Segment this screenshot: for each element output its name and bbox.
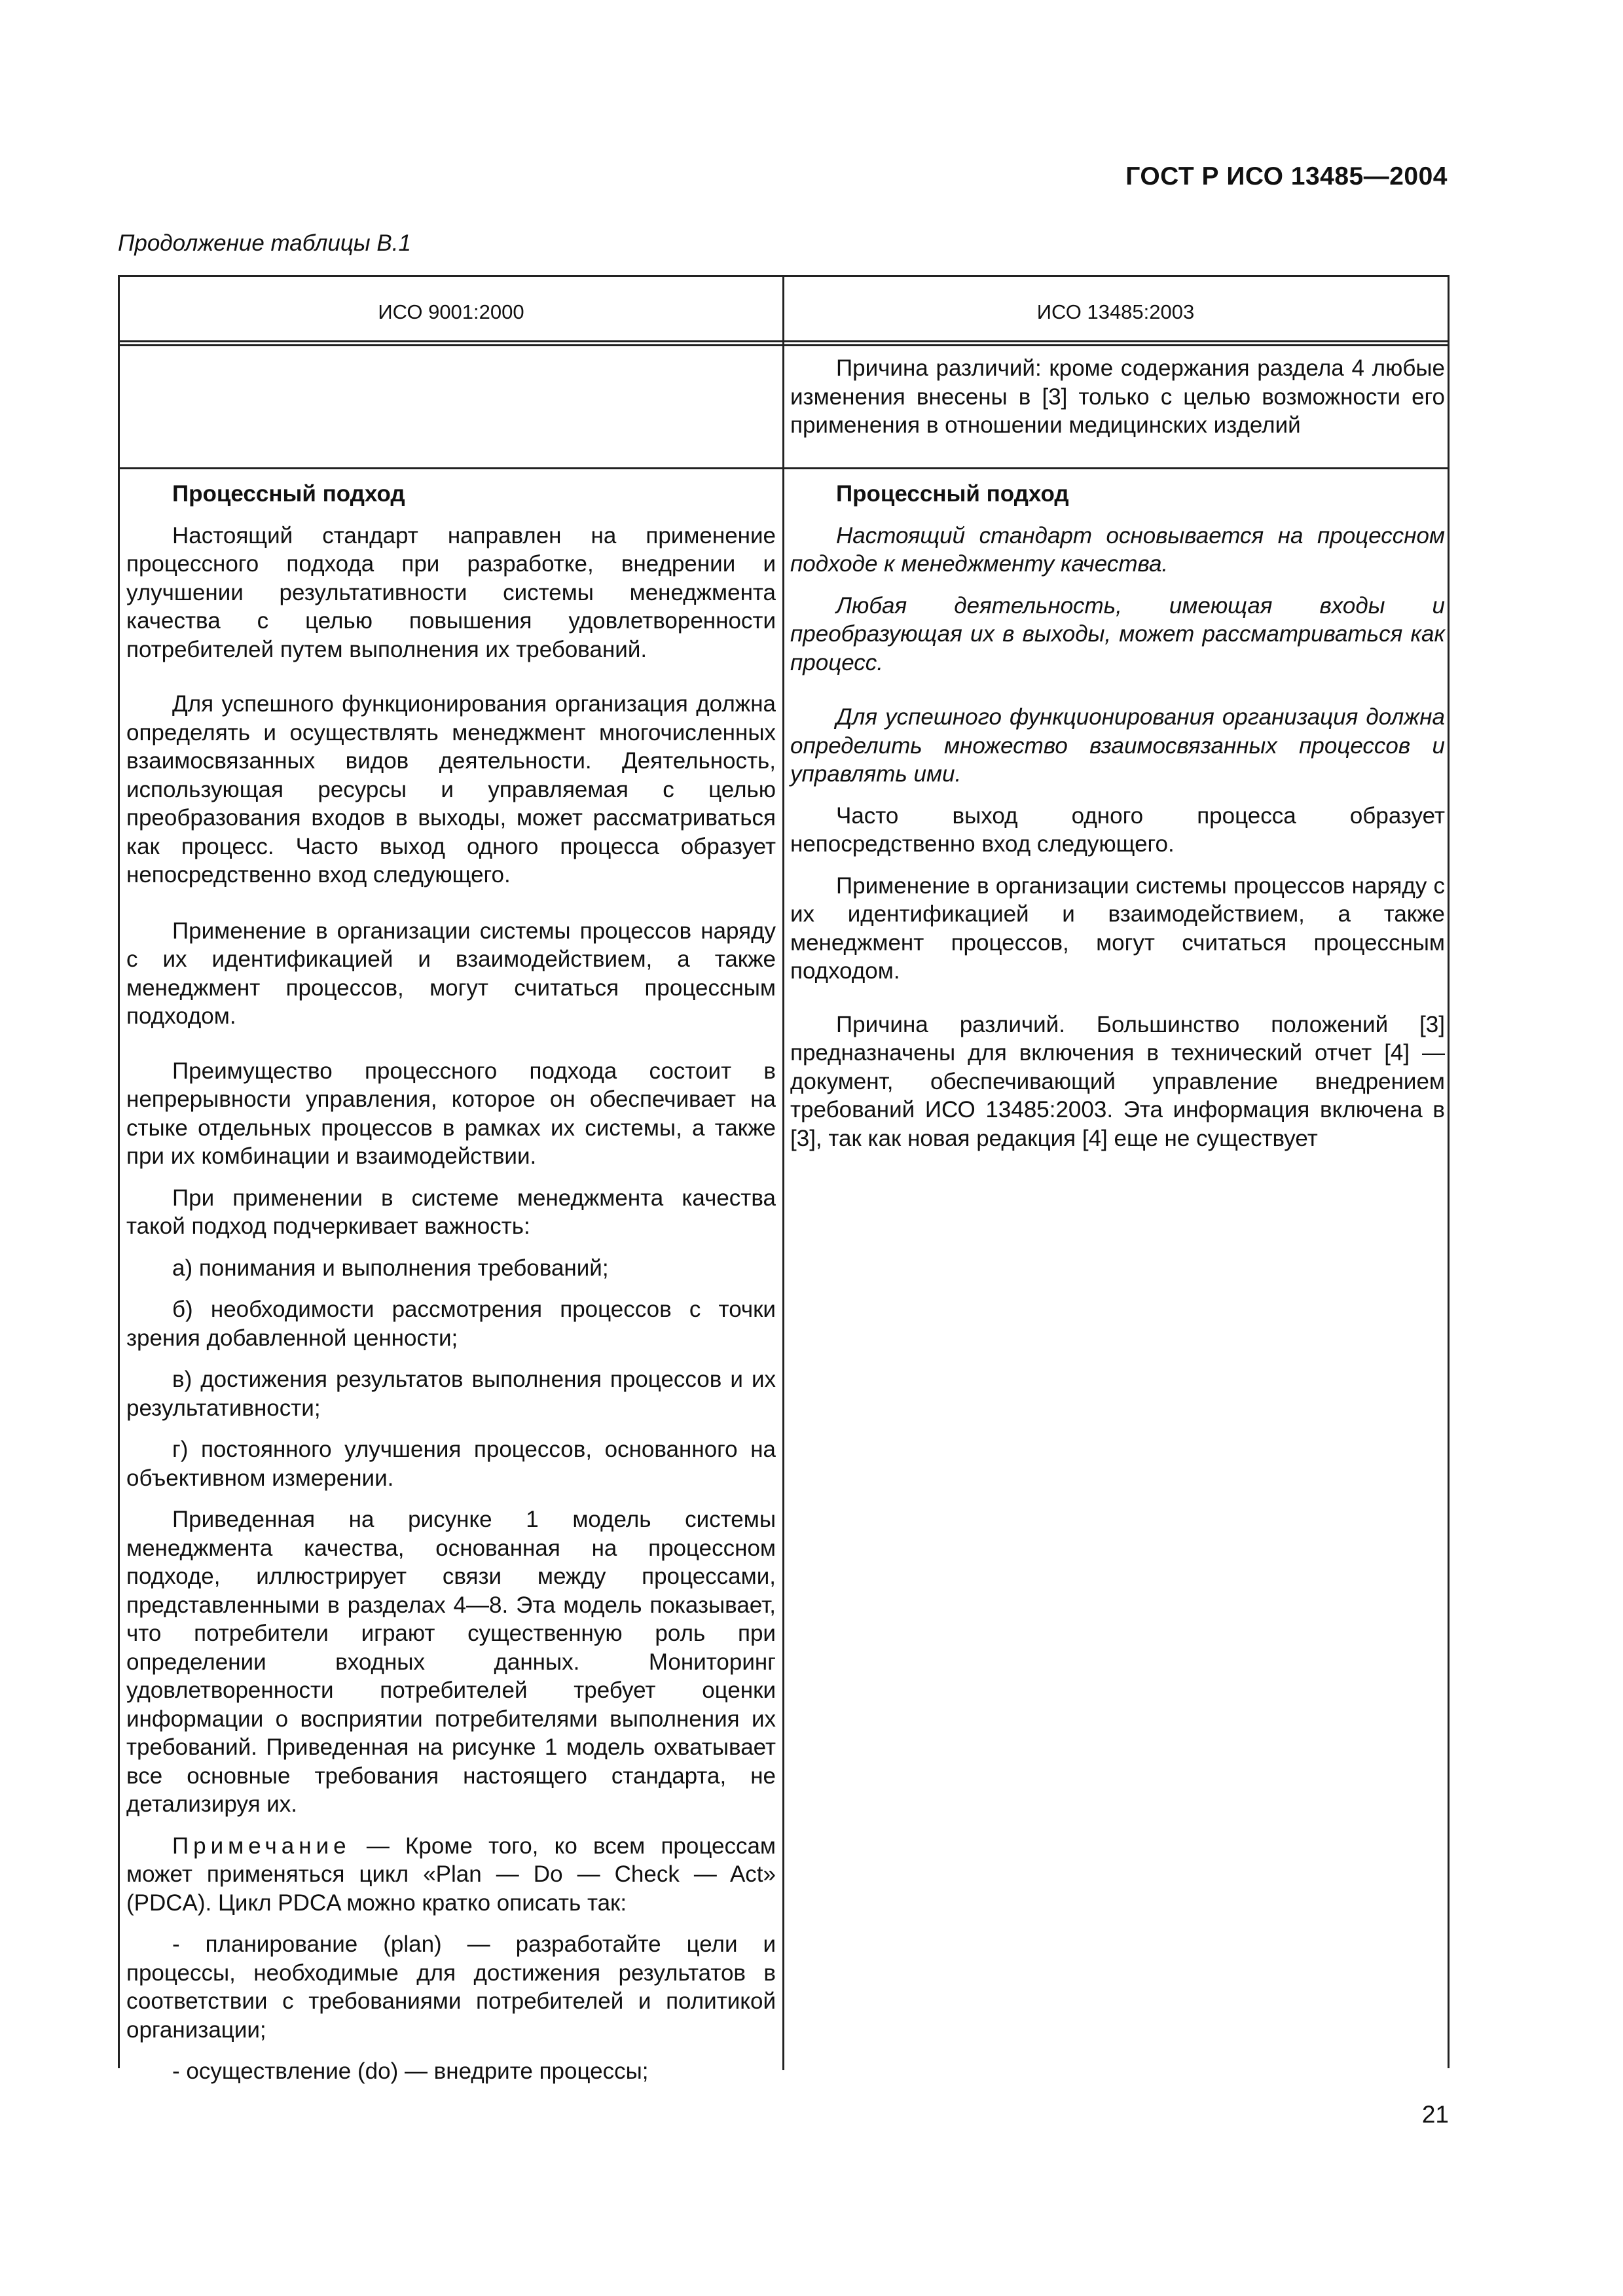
left-paragraph: Применение в организации системы процессов наряду с их идентификацией и взаимодействием, а также менеджмент процессов, могут считаться процессным подходом. [126,918,776,1029]
header-separator [120,340,1448,346]
list-item: б) необходимости рассмотрения процессов с точки зрения добавленной ценности; [126,1297,776,1351]
right-paragraph: Причина различий. Большинство положений [3] предназначены для включения в технический отчет [4] — документ, обеспечивающий управление внедрением требований ИСО 13485:2003. Эта информация включена в [3], так как новая редакция [4] еще не существует [790,1011,1445,1151]
left-paragraph: Для успешного функционирования организация должна определять и осуществлять менеджмент многочисленных взаимосвязанных видов деятельности. Деятельность, использующая ресурсы и управляемая с целью преобразования входов в выходы, может рассматриваться как процесс. Часто выход одного процесса образует непосредственно вход следующего. [126,691,776,888]
column-divider [782,277,784,2070]
right-paragraph: Часто выход одного процесса образует непосредственно вход следующего. [790,802,1445,857]
left-paragraph: Настоящий стандарт направлен на применение процессного подхода при разработке, внедрении и улучшении результативности системы менеджмента качества с целью повышения удовлетворенности потребителей путем выполнения их требований. [126,522,776,662]
note-paragraph [126,1832,776,1918]
left-section-title: Процессный подход [172,481,405,507]
list-item: в) достижения результатов выполнения процессов и их результативности; [126,1367,776,1421]
document-code: ГОСТ Р ИСО 13485—2004 [1125,162,1448,190]
list-item: - осуществление (do) — внедрите процессы; [172,2058,649,2084]
left-paragraph: При применении в системе менеджмента качества такой подход подчеркивает важность: [126,1185,776,1239]
right-paragraph: Применение в организации системы процессов наряду с их идентификацией и взаимодействием, а также менеджмент процессов, могут считаться процессным подходом. [790,872,1445,984]
column-header-iso13485: ИСО 13485:2003 [1036,300,1195,323]
left-paragraph: Преимущество процессного подхода состоит в непрерывности управления, которое он обеспечивает на стыке отдельных процессов в рамках их системы, а также при их комбинации и взаимодействии. [126,1058,776,1169]
right-section-title: Процессный подход [836,481,1069,507]
row2-right-cell [790,480,1445,1166]
row2-left-cell [126,480,776,2099]
right-italic-paragraph: Для успешного функционирования организация должна определить множество взаимосвязанных процессов и управлять ими. [790,704,1445,787]
column-header-iso9001: ИСО 9001:2000 [378,300,524,323]
row-separator [120,467,1448,469]
table-caption: Продолжение таблицы В.1 [118,230,411,256]
row1-difference-reason: Причина различий: кроме содержания раздела 4 любые изменения внесены в [3] только с целью возможности его применения в отношении медицинских изделий [790,355,1445,438]
page-number: 21 [1421,2101,1449,2128]
list-item: - планирование (plan) — разработайте цели и процессы, необходимые для достижения результатов в соответствии с требованиями потребителей и политикой организации; [126,1931,776,2043]
right-italic-paragraph: Любая деятельность, имеющая входы и преобразующая их в выходы, может рассматриваться как процесс. [790,592,1445,675]
note-label: Примечание [172,1833,351,1859]
note-text: — Кроме того, ко всем процессам может применяться цикл «Plan — Do — Check — Act» (PDCA). Цикл PDCA можно кратко описать так: [126,1833,776,1916]
right-italic-paragraph: Настоящий стандарт основывается на процессном подходе к менеджменту качества. [790,522,1445,577]
list-item: а) понимания и выполнения требований; [172,1255,609,1281]
comparison-table [118,275,1450,2084]
left-paragraph: Приведенная на рисунке 1 модель системы менеджмента качества, основанная на процессном подходе, иллюстрирует связи между процессами, представленными в разделах 4—8. Эта модель показывает, что потребители играют существенную роль при определении входных данных. Мониторинг удовлетворенности потребителей требует оценки информации о восприятии потребителями выполнения их требований. Приведенная на рисунке 1 модель охватывает все основные требования настоящего стандарта, не детализируя их. [126,1507,776,1817]
row1-right-cell [790,354,1445,440]
list-item: г) постоянного улучшения процессов, основанного на объективном измерении. [126,1437,776,1491]
